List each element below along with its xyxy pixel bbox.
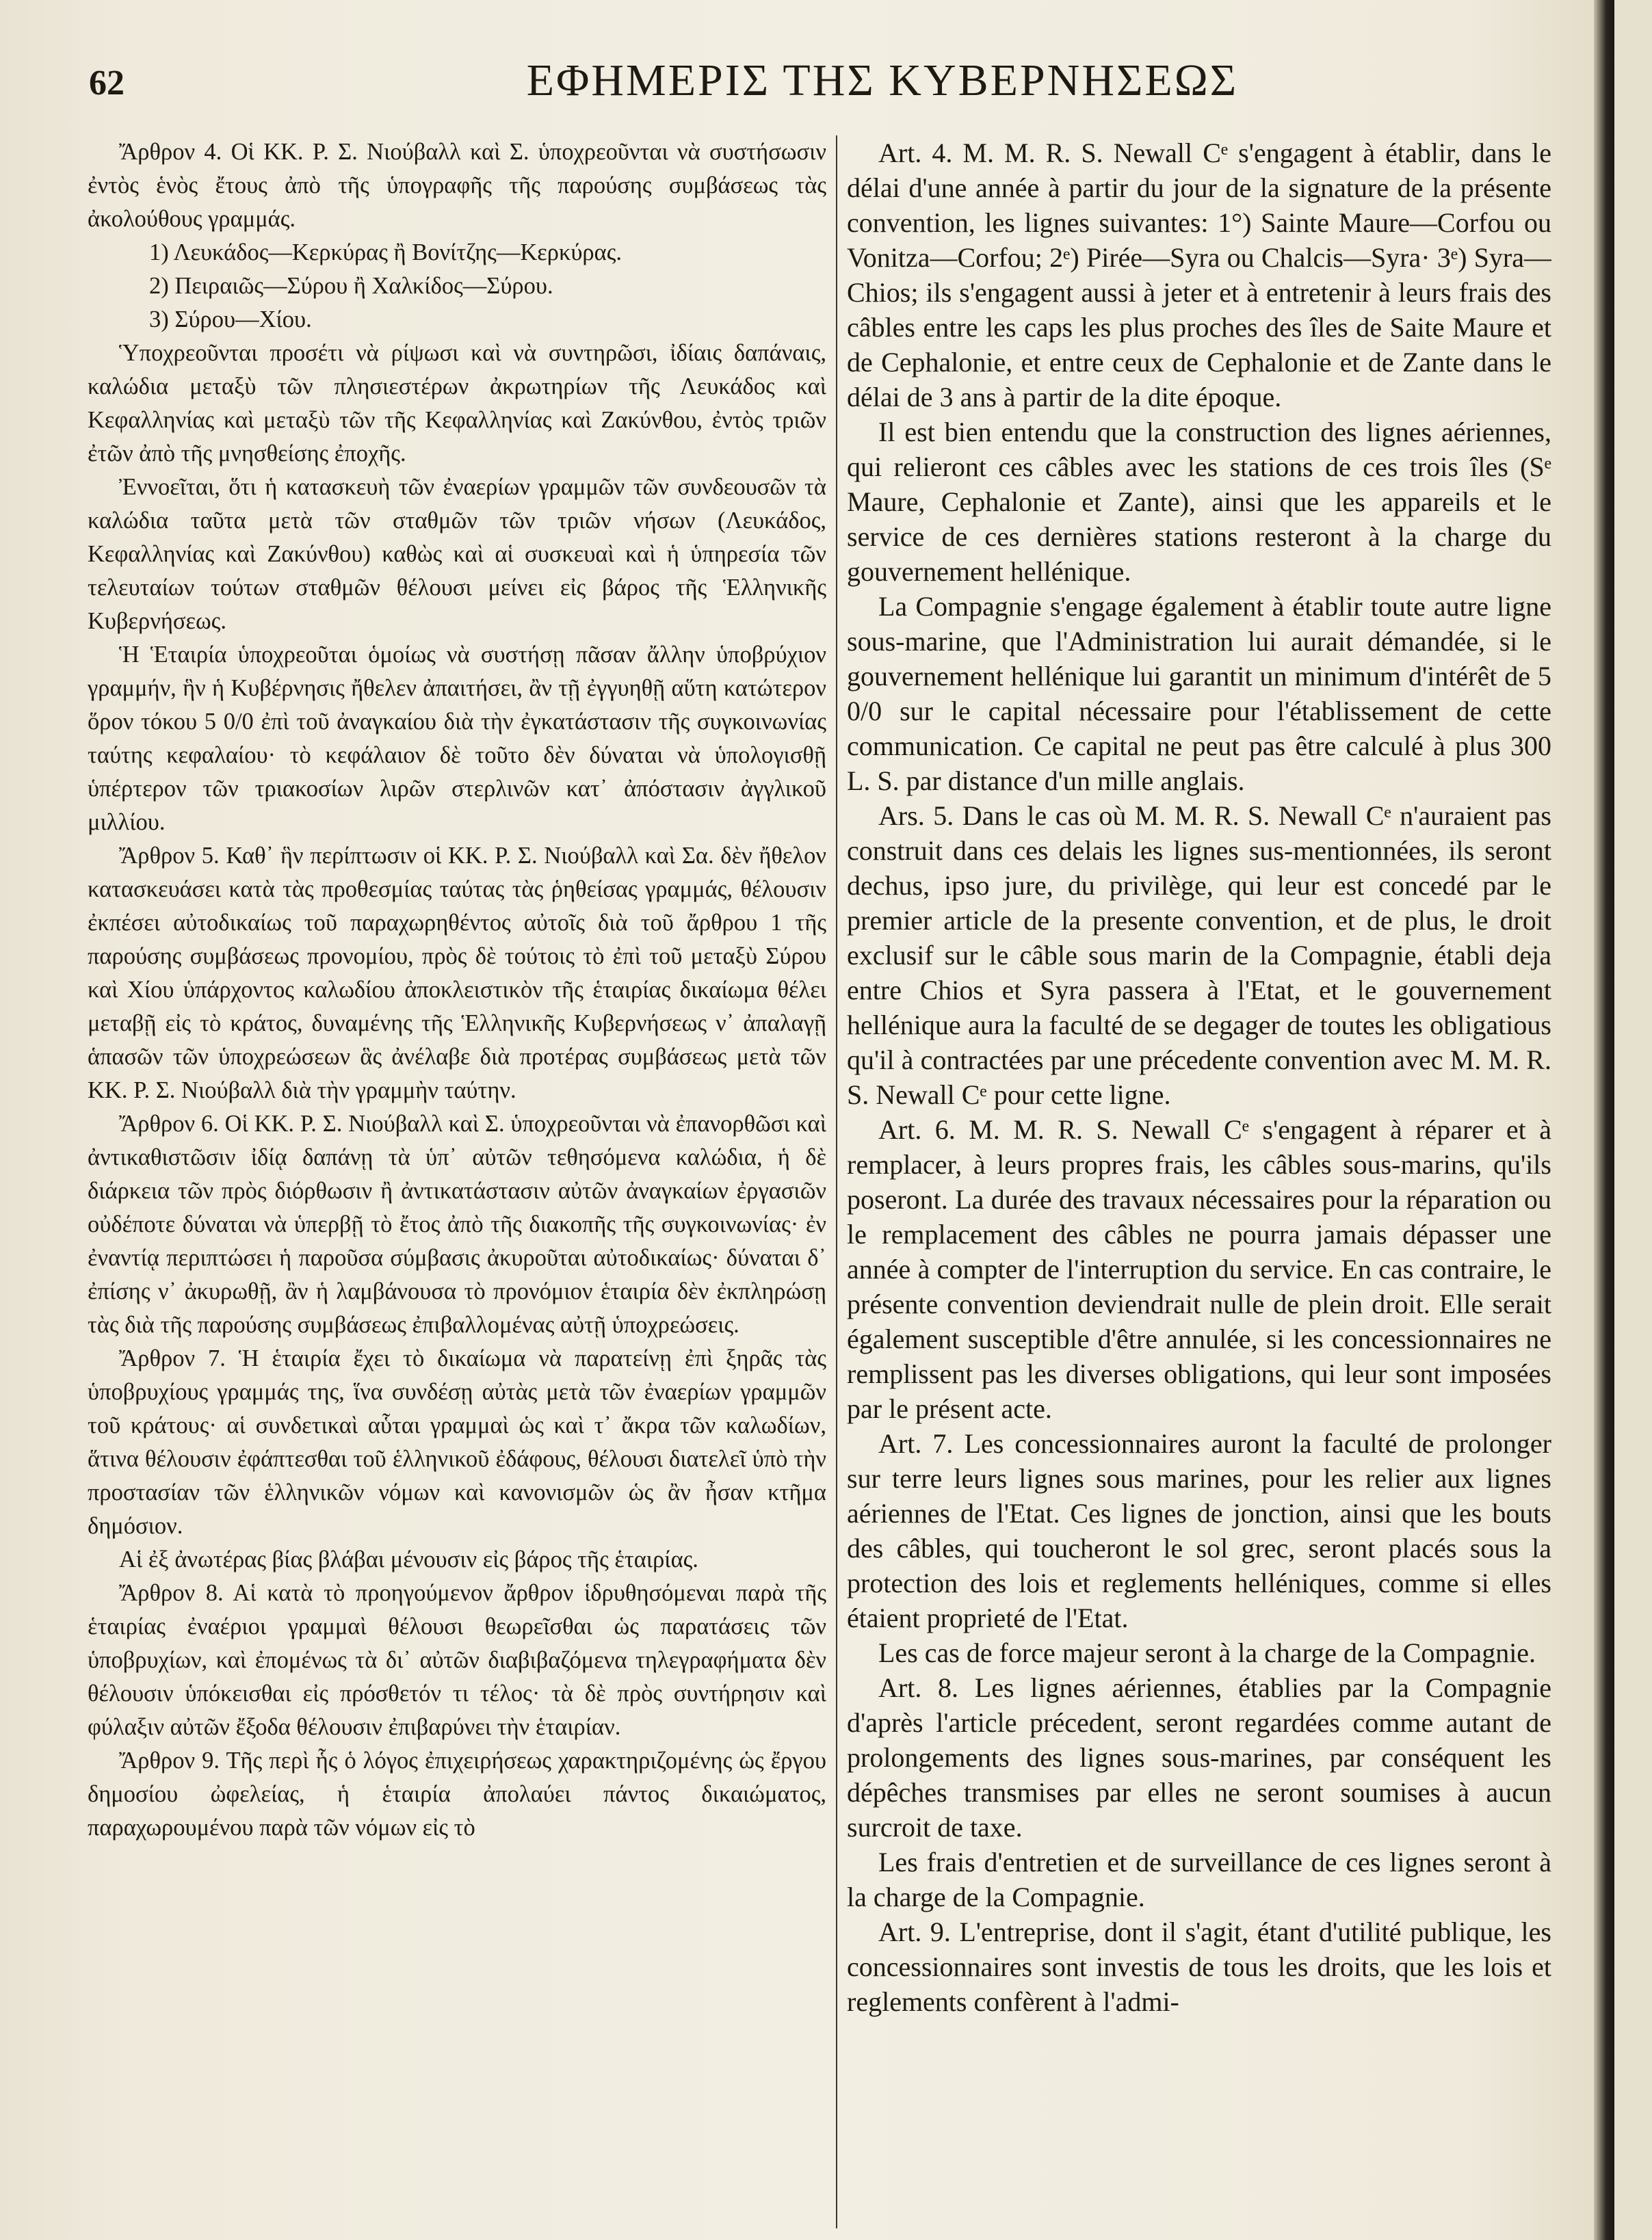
french-paragraph: Il est bien entendu que la construction des lignes aériennes, qui relieront ces câbles avec les stations de ces trois îles (Sᵉ Maure, Cephalonie et Zante), ainsi que les appareils et le service de ces dernières stations resteront à la charge du gouvernement hellénique.	[847, 417, 1551, 587]
greek-paragraph: Ἄρθρον 5. Καθ᾽ ἣν περίπτωσιν οἱ ΚΚ. Ρ. Σ. Νιούβαλλ καὶ Σα. δὲν ἤθελον κατασκευάσει κατὰ τὰς προθεσμίας ταύτας τὰς ῥηθείσας γραμμάς, θέλουσιν ἐκπέσει αὐτοδικαίως τοῦ παραχωρηθέντος αὐτοῖς διὰ τοῦ ἄρθρου 1 τῆς παρούσης συμβάσεως προνομίου, πρὸς δὲ τούτοις τὸ ἐπὶ τοῦ μεταξὺ Σύρου καὶ Χίου ὑπάρχοντος καλωδίου ἀποκλειστικὸν τῆς ἑταιρίας δικαίωμα θέλει μεταβῇ εἰς τὸ κράτος, δυναμένης τῆς Ἑλληνικῆς Κυβερνήσεως ν᾽ ἀπαλαγῇ ἁπασῶν τῶν ὑποχρεώσεων ἃς ἀνέλαβε διὰ προτέρας συμβάσεως μετὰ τῶν ΚΚ. Ρ. Σ. Νιούβαλλ διὰ τὴν γραμμὴν ταύτην.	[88, 843, 826, 1103]
greek-list-item: 2) Πειραιῶς—Σύρου ἢ Χαλκίδος—Σύρου.	[149, 273, 553, 299]
page-title: ΕΦΗΜΕΡΙΣ ΤΗΣ ΚΥΒΕΡΝΗΣΕΩΣ	[526, 55, 1239, 105]
french-text-column	[847, 135, 1551, 2228]
page-number: 62	[89, 64, 124, 103]
greek-paragraph: Ὑποχρεοῦνται προσέτι νὰ ρίψωσι καὶ νὰ συντηρῶσι, ἰδίαις δαπάναις, καλώδια μεταξὺ τῶν πλησιεστέρων ἀκρωτηρίων τῆς Λευκάδος καὶ Κεφαλληνίας καὶ μεταξὺ τῶν τῆς Κεφαλληνίας καὶ Ζακύνθου, ἐντὸς τριῶν ἐτῶν ἀπὸ τῆς μνησθείσης ἐποχῆς.	[88, 340, 826, 466]
greek-paragraph: Ἄρθρον 6. Οἱ ΚΚ. Ρ. Σ. Νιούβαλλ καὶ Σ. ὑποχρεοῦνται νὰ ἐπανορθῶσι καὶ ἀντικαθιστῶσιν ἰδίᾳ δαπάνῃ τὰ ὑπ᾽ αὐτῶν τεθησόμενα καλώδια, ἡ δὲ διάρκεια τῶν πρὸς διόρθωσιν ἢ ἀντικατάστασιν αὐτῶν ἀναγκαίων ἐργασιῶν οὐδέποτε δύναται νὰ ὑπερβῇ τὸ ἔτος ἀπὸ τῆς διακοπῆς τῆς συγκοινωνίας· ἐν ἐναντίᾳ περιπτώσει ἡ παροῦσα σύμβασις ἀκυροῦται αὐτοδικαίως· δύναται δ᾽ ἐπίσης ν᾽ ἀκυρωθῇ, ἂν ἡ λαμβάνουσα τὸ προνόμιον ἑταιρία δὲν ἐκπληρώσῃ τὰς διὰ τῆς παρούσης συμβάσεως ἐπιβαλλομένας αὐτῇ ὑποχρεώσεις.	[88, 1111, 826, 1338]
greek-list-item: 3) Σύρου—Χίου.	[149, 306, 312, 332]
french-paragraph: Ars. 5. Dans le cas où M. M. R. S. Newall Cᵉ n'auraient pas construit dans ces delais les lignes sus-mentionnées, ils seront dechus, ipso jure, du privilège, qui leur est concedé par le premier article de la presente convention, et de plus, le droit exclusif sur le câble sous marin de la Compagnie, établi deja entre Chios et Syra passera à l'Etat, et le gouvernement hellénique aura la faculté de se degager de toutes les obligatious qu'il à contractées par une précedente convention avec M. M. R. S. Newall Cᵉ pour cette ligne.	[847, 800, 1551, 1110]
greek-paragraph: Ἡ Ἑταιρία ὑποχρεοῦται ὁμοίως νὰ συστήσῃ πᾶσαν ἄλλην ὑποβρύχιον γραμμήν, ἣν ἡ Κυβέρνησις ἤθελεν ἀπαιτήσει, ἂν τῇ ἐγγυηθῇ αὕτη κατώτερον ὅρον τόκου 5 0/0 ἐπὶ τοῦ ἀναγκαίου διὰ τὴν ἐγκατάστασιν τῆς συγκοινωνίας ταύτης κεφαλαίου· τὸ κεφάλαιον δὲ τοῦτο δὲν δύναται νὰ ὑπολογισθῇ ὑπέρτερον τῶν τριακοσίων λιρῶν στερλινῶν κατ᾽ ἀπόστασιν ἀγγλικοῦ μιλλίου.	[88, 642, 826, 835]
french-paragraph: La Compagnie s'engage également à établir toute autre ligne sous-marine, que l'Administration lui aurait démandée, si le gouvernement hellénique lui garantit un minimum d'intérêt de 5 0/0 sur le capital nécessaire pour l'établissement de cette communication. Ce capital ne peut pas être calculé à plus 300 L. S. par distance d'un mille anglais.	[847, 591, 1551, 796]
greek-list-item: 1) Λευκάδος—Κερκύρας ἢ Βονίτζης—Κερκύρας.	[149, 239, 622, 265]
book-gutter	[1594, 0, 1614, 2240]
adjacent-page-edge	[1614, 0, 1652, 2240]
greek-text-column	[88, 135, 826, 2228]
column-divider	[836, 135, 837, 2228]
greek-paragraph: Ἄρθρον 8. Αἱ κατὰ τὸ προηγούμενον ἄρθρον ἱδρυθησόμεναι παρὰ τῆς ἑταιρίας ἐναέριοι γραμμαὶ θέλουσι θεωρεῖσθαι ὡς παρατάσεις τῶν ὑποβρυχίων, καὶ ἐπομένως τὰ δι᾽ αὐτῶν διαβιβαζόμενα τηλεγραφήματα δὲν θέλουσιν ὑπόκεισθαι εἰς πρόσθετόν τι τέλος· τὰ δὲ πρὸς συντήρησιν καὶ φύλαξιν αὐτῶν ἔξοδα θέλουσιν ἐπιβαρύνει τὴν ἑταιρίαν.	[88, 1580, 826, 1740]
french-paragraph: Les cas de force majeur seront à la charge de la Compagnie.	[878, 1637, 1536, 1668]
greek-paragraph: Ἄρθρον 7. Ἡ ἑταιρία ἔχει τὸ δικαίωμα νὰ παρατείνῃ ἐπὶ ξηρᾶς τὰς ὑποβρυχίους γραμμάς της, ἵνα συνδέσῃ αὐτὰς μετὰ τῶν ἐναερίων γραμμῶν τοῦ κράτους· αἱ συνδετικαὶ αὗται γραμμαὶ ὡς καὶ τ᾽ ἄκρα τῶν καλωδίων, ἅτινα θέλουσιν ἐφάπτεσθαι τοῦ ἑλληνικοῦ ἐδάφους, θέλουσι διατελεῖ ὑπὸ τὴν προστασίαν τῶν ἑλληνικῶν νόμων καὶ κανονισμῶν ὡς ἂν ἦσαν κτῆμα δημόσιον.	[88, 1345, 826, 1539]
french-paragraph: Art. 7. Les concessionnaires auront la faculté de prolonger sur terre leurs lignes sous marines, pour les relier aux lignes aériennes de l'Etat. Ces lignes de jonction, ainsi que les bouts des câbles, qui toucheront le sol grec, seront placés sous la protection des lois et reglements helléniques, comme si elles étaient proprieté de l'Etat.	[847, 1428, 1551, 1633]
greek-paragraph: Αἱ ἐξ ἀνωτέρας βίας βλάβαι μένουσιν εἰς βάρος τῆς ἑταιρίας.	[119, 1546, 698, 1572]
greek-paragraph: Ἄρθρον 9. Τῆς περὶ ἧς ὁ λόγος ἐπιχειρήσεως χαρακτηριζομένης ὡς ἔργου δημοσίου ὠφελείας, ἡ ἑταιρία ἀπολαύει πάντος δικαιώματος, παραχωρουμένου παρὰ τῶν νόμων εἰς τὸ	[88, 1748, 826, 1841]
french-paragraph: Art. 9. L'entreprise, dont il s'agit, étant d'utilité publique, les concessionnaires sont investis de tous les droits, que les lois et reglements confèrent à l'admi-	[847, 1916, 1551, 2017]
french-paragraph: Les frais d'entretien et de surveillance de ces lignes seront à la charge de la Compagnie.	[847, 1847, 1551, 1912]
french-paragraph: Art. 6. M. M. R. S. Newall Cᵉ s'engagent à réparer et à remplacer, à leurs propres frais, les câbles sous-marins, qu'ils poseront. La durée des travaux nécessaires pour la réparation ou le remplacement des câbles ne pourra jamais dépasser une année à compter de l'interruption du service. En cas contraire, le présente convention deviendrait nulle de plein droit. Elle serait également susceptible d'être annulée, si les concessionnaires ne remplissent pas les diverses obligations, qui leur sont imposées par le présent acte.	[847, 1114, 1551, 1424]
greek-paragraph: Ἄρθρον 4. Οἱ ΚΚ. Ρ. Σ. Νιούβαλλ καὶ Σ. ὑποχρεοῦνται νὰ συστήσωσιν ἐντὸς ἑνὸς ἔτους ἀπὸ τῆς ὑπογραφῆς τῆς παρούσης συμβάσεως τὰς ἀκολούθους γραμμάς.	[88, 139, 826, 232]
french-paragraph: Art. 8. Les lignes aériennes, établies par la Compagnie d'après l'article précedent, seront regardées comme autant de prolongements des lignes sous-marines, par conséquent les dépêches transmises par elles ne seront soumises à aucun surcroit de taxe.	[847, 1672, 1551, 1843]
greek-paragraph: Ἐννοεῖται, ὅτι ἡ κατασκευὴ τῶν ἐναερίων γραμμῶν τῶν συνδεουσῶν τὰ καλώδια ταῦτα μετὰ τῶν σταθμῶν τῶν τριῶν νήσων (Λευκάδος, Κεφαλληνίας καὶ Ζακύνθου) καθὼς καὶ αἱ συσκευαὶ καὶ ἡ ὑπηρεσία τῶν τελευταίων τούτων σταθμῶν θέλουσι μείνει εἰς βάρος τῆς Ἑλληνικῆς Κυβερνήσεως.	[88, 474, 826, 634]
french-paragraph: Art. 4. M. M. R. S. Newall Cᵉ s'engagent à établir, dans le délai d'une année à partir du jour de la signature de la présente convention, les lignes suivantes: 1°) Sainte Maure—Corfou ou Vonitza—Corfou; 2ᵉ) Pirée—Syra ou Chalcis—Syra· 3ᵉ) Syra—Chios; ils s'engagent aussi à jeter et à entretenir à leurs frais des câbles entre les caps les plus proches des îles de Saite Maure et de Cephalonie, et entre ceux de Cephalonie et de Zante dans le délai de 3 ans à partir de la dite époque.	[847, 137, 1551, 412]
